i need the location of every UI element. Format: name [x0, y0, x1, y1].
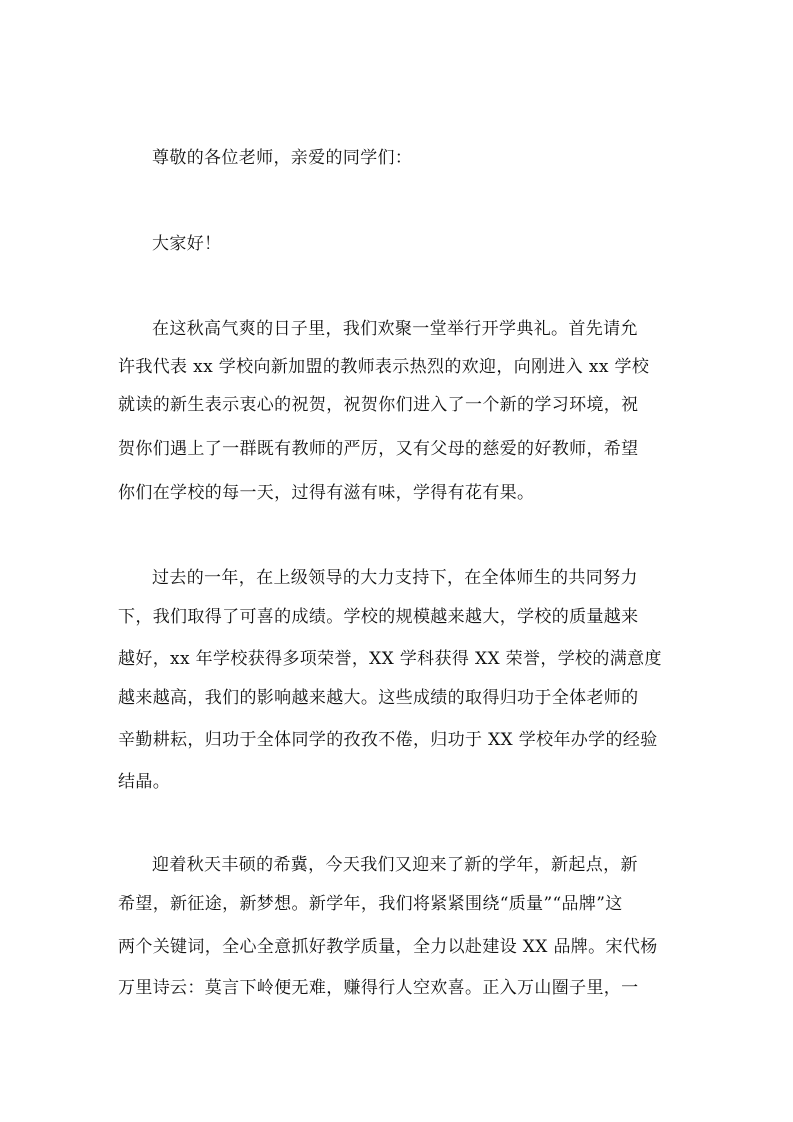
paragraph-2-line-3: 越好，xx 年学校获得多项荣誉，XX 学科获得 XX 荣誉，学校的满意度 [118, 649, 662, 669]
salutation: 尊敬的各位老师，亲爱的同学们： [152, 148, 413, 168]
greeting: 大家好！ [152, 234, 222, 254]
paragraph-3-line-2: 希望，新征途，新梦想。新学年，我们将紧紧围绕“质量”“品牌”这 [118, 894, 623, 914]
paragraph-1-line-1: 在这秋高气爽的日子里，我们欢聚一堂举行开学典礼。首先请允 [152, 319, 638, 339]
paragraph-1-line-5: 你们在学校的每一天，过得有滋有味，学得有花有果。 [118, 483, 535, 503]
paragraph-2-line-1: 过去的一年，在上级领导的大力支持下，在全体师生的共同努力 [152, 568, 638, 588]
paragraph-3-line-1: 迎着秋天丰硕的希冀，今天我们又迎来了新的学年，新起点，新 [152, 855, 638, 875]
paragraph-1-line-3: 就读的新生表示衷心的祝贺，祝贺你们进入了一个新的学习环境，祝 [118, 395, 639, 415]
paragraph-2-line-5: 辛勤耕耘，归功于全体同学的孜孜不倦，归功于 XX 学校年办学的经验 [118, 730, 658, 750]
paragraph-1-line-4: 贺你们遇上了一群既有教师的严厉，又有父母的慈爱的好教师，希望 [118, 439, 639, 459]
paragraph-1-line-2: 许我代表 xx 学校向新加盟的教师表示热烈的欢迎，向刚进入 xx 学校 [118, 357, 650, 377]
paragraph-2-line-4: 越来越高，我们的影响越来越大。这些成绩的取得归功于全体老师的 [118, 688, 639, 708]
paragraph-3-line-3: 两个关键词，全心全意抓好教学质量，全力以赴建设 XX 品牌。宋代杨 [118, 937, 658, 957]
paragraph-3-line-4: 万里诗云：莫言下岭便无难，赚得行人空欢喜。正入万山圈子里，一 [118, 978, 639, 998]
paragraph-2-line-6: 结晶。 [118, 772, 171, 792]
paragraph-2-line-2: 下，我们取得了可喜的成绩。学校的规模越来越大，学校的质量越来 [118, 607, 639, 627]
